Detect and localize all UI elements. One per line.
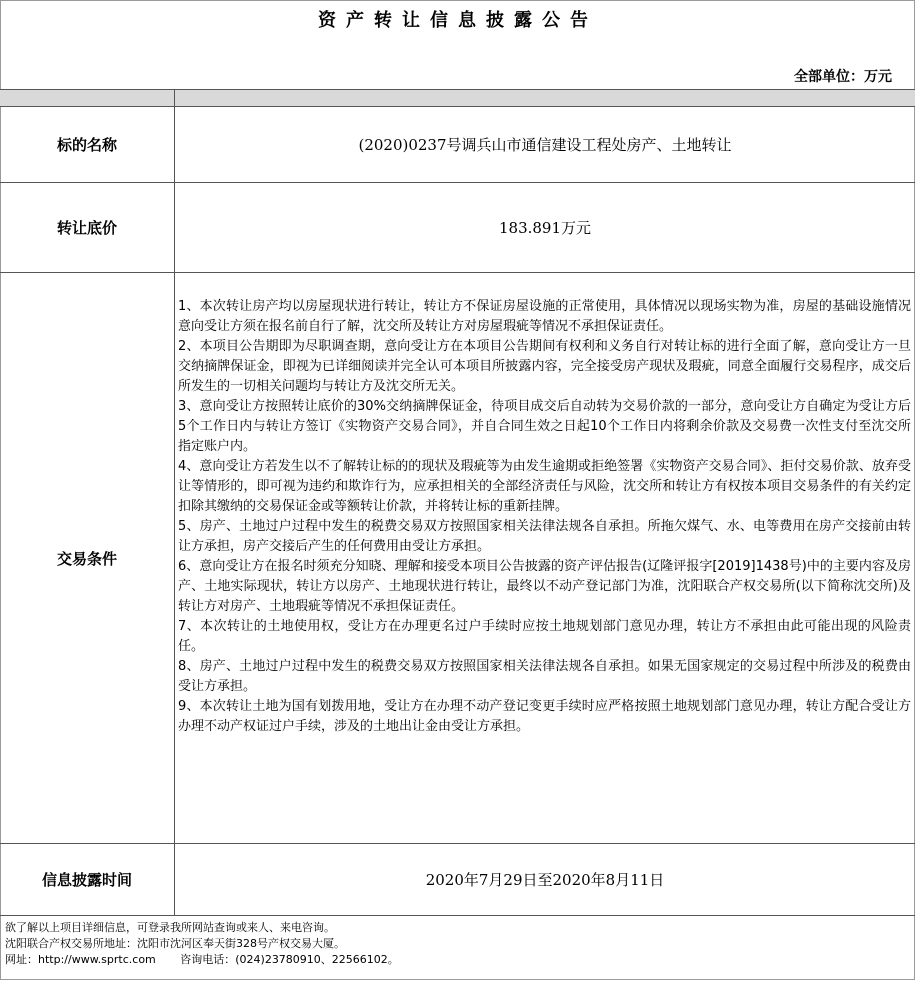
row-trade-conditions bbox=[0, 273, 915, 844]
footer-line: 欲了解以上项目详细信息，可登录我所网站查询或来人、来电咨询。 bbox=[5, 921, 335, 934]
table-header-row bbox=[0, 90, 915, 107]
condition-item: 6、意向受让方在报名时须充分知晓、理解和接受本项目公告披露的资产评估报告(辽隆评报字[2019]1438号)中的主要内容及房产、土地实际现状，转让方以房产、土地现状进行转让，最终以不动产登记部门为准，沈阳联合产权交易所(以下简称沈交所)及转让方对房产、土地瑕疵等情况不承担保证责任。 bbox=[178, 559, 911, 614]
footer-website-phone: 网址：http://www.sprtc.com 咨询电话：(024)23780910、22566102。 bbox=[5, 953, 399, 966]
trade-conditions-text bbox=[178, 297, 911, 737]
label-asset-name: 标的名称 bbox=[0, 107, 175, 182]
label-trade-conditions: 交易条件 bbox=[0, 273, 175, 843]
value-reserve-price: 183.891万元 bbox=[498, 219, 592, 237]
label-disclosure-period: 信息披露时间 bbox=[0, 844, 175, 915]
condition-item: 2、本项目公告期即为尽职调查期，意向受让方在本项目公告期间有权利和义务自行对转让标的进行全面了解，意向受让方一旦交纳摘牌保证金，即视为已详细阅读并完全认可本项目所披露内容，完全接受房产现状及瑕疵，同意全面履行交易程序，成交后所发生的一切相关问题均与转让方及沈交所无关。 bbox=[178, 339, 911, 394]
disclosure-table bbox=[0, 89, 915, 889]
condition-item: 7、本次转让的土地使用权，受让方在办理更名过户手续时应按土地规划部门意见办理，转让方不承担由此可能出现的风险责任。 bbox=[178, 619, 911, 654]
header-cell-left bbox=[0, 90, 175, 106]
condition-item: 1、本次转让房产均以房屋现状进行转让，转让方不保证房屋设施的正常使用，具体情况以现场实物为准，房屋的基础设施情况意向受让方须在报名前自行了解，沈交所及转让方对房屋瑕疵等情况不承担保证责任。 bbox=[178, 299, 911, 334]
footer-address: 沈阳联合产权交易所地址：沈阳市沈河区奉天街328号产权交易大厦。 bbox=[5, 937, 345, 950]
condition-item: 4、意向受让方若发生以不了解转让标的的现状及瑕疵等为由发生逾期或拒绝签署《实物资产交易合同》、拒付交易价款、放弃受让等情形的，即可视为违约和欺诈行为，应承担相关的全部经济责任与风险，沈交所和转让方有权按本项目交易条件的有关约定扣除其缴纳的交易保证金或等额转让价款，并将转让标的重新挂牌。 bbox=[178, 459, 911, 514]
value-disclosure-period: 2020年7月29日至2020年8月11日 bbox=[425, 871, 665, 889]
condition-item: 3、意向受让方按照转让底价的30%交纳摘牌保证金，待项目成交后自动转为交易价款的一部分，意向受让方自确定为受让方后5个工作日内与转让方签订《实物资产交易合同》，并自合同生效之日起10个工作日内将剩余价款及交易费一次性支付至沈交所指定账户内。 bbox=[178, 399, 911, 454]
label-reserve-price: 转让底价 bbox=[0, 183, 175, 272]
row-disclosure-period bbox=[0, 844, 915, 916]
condition-item: 8、房产、土地过户过程中发生的税费交易双方按照国家相关法律法规各自承担。如果无国家规定的交易过程中所涉及的税费由受让方承担。 bbox=[178, 659, 911, 694]
condition-item: 9、本次转让土地为国有划拨用地，受让方在办理不动产登记变更手续时应严格按照土地规划部门意见办理，转让方配合受让方办理不动产权证过户手续，涉及的土地出让金由受让方承担。 bbox=[178, 699, 911, 734]
row-asset-name bbox=[0, 107, 915, 183]
row-reserve-price bbox=[0, 183, 915, 273]
condition-item: 5、房产、土地过户过程中发生的税费交易双方按照国家相关法律法规各自承担。所拖欠煤气、水、电等费用在房产交接前由转让方承担，房产交接后产生的任何费用由受让方承担。 bbox=[178, 519, 911, 554]
value-asset-name: (2020)0237号调兵山市通信建设工程处房产、土地转让 bbox=[358, 136, 732, 154]
page-title: 资产转让信息披露公告 bbox=[318, 10, 598, 31]
unit-label: 全部单位：万元 bbox=[794, 69, 892, 85]
footer-contact bbox=[5, 920, 399, 968]
